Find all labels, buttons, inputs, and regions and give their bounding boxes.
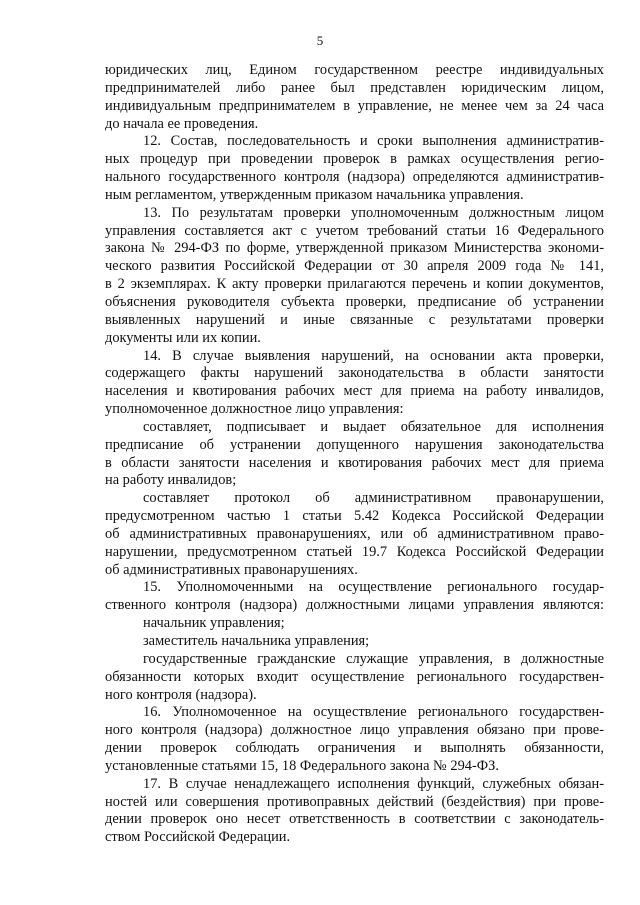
text-line: ностей или совершения противоправных действий (бездействия) при прове- [105,793,604,810]
text-line: 12. Состав, последовательность и сроки выполнения административ- [143,133,604,150]
text-line: ных процедур при проведении проверок в рамках осуществления регио- [105,151,604,168]
text-line: дении проверок оно несет ответственность в соответствии с законодатель- [105,811,604,828]
text-line: содержащего факты нарушений законодательства в области занятости [105,365,604,382]
text-line: населения и квотирования рабочих мест для приема на работу инвалидов, [105,383,604,400]
text-line: в 2 экземплярах. К акту проверки прилагаются перечень и копии документов, [105,276,604,293]
text-line: 17. В случае ненадлежащего исполнения функций, служебных обязан- [143,775,604,792]
text-line: документы или их копии. [105,329,261,346]
text-line: уполномоченное должностное лицо управления: [105,401,404,418]
text-line: предусмотренном частью 1 статьи 5.42 Кодекса Российской Федерации [105,508,604,525]
text-line: ного контроля (надзора). [105,686,257,703]
text-line: управления составляется акт с учетом требований статьи 16 Федерального [105,222,604,239]
text-line: установленные статьями 15, 18 Федерального закона № 294-ФЗ. [105,757,499,774]
text-line: на работу инвалидов; [105,472,237,489]
text-line: нарушении, предусмотренном статьей 19.7 Кодекса Российской Федерации [105,543,604,560]
text-line: об административных правонарушениях. [105,561,358,578]
text-line: ственного контроля (надзора) должностными лицами управления являются: [105,597,604,614]
text-line: дении проверок соблюдать ограничения и выполнять обязанности, [105,740,604,757]
text-line: до начала ее проведения. [105,115,259,132]
text-line: ством Российской Федерации. [105,829,291,846]
text-line: юридических лиц, Едином государственном реестре индивидуальных [105,62,604,78]
text-line: ного контроля (надзора) должностное лицо управления обязано при прове- [105,722,604,739]
text-line: государственные гражданские служащие управления, в должностные [143,650,604,667]
text-line: заместитель начальника управления; [143,633,370,649]
text-line: составляет протокол об административном правонарушении, [143,490,604,507]
text-line: 15. Уполномоченными на осуществление регионального государ- [143,579,604,596]
text-line: закона № 294-ФЗ по форме, утвержденной приказом Министерства экономи- [105,240,604,257]
text-line: индивидуальным предпринимателем в управление, не менее чем за 24 часа [105,97,604,114]
text-line: выявленных нарушений и иные связанные с результатами проверки [105,311,604,328]
text-line: объяснения руководителя субъекта проверки, предписание об устранении [105,293,604,310]
page-number: 5 [316,33,324,48]
text-line: ным регламентом, утвержденным приказом начальника управления. [105,186,524,203]
text-line: предписание об устранении допущенного нарушения законодательства [105,436,604,453]
text-line: 13. По результатам проверки уполномоченным должностным лицом [143,204,604,221]
text-line: ческого развития Российской Федерации от 30 апреля 2009 года № 141, [105,258,604,275]
text-line: предпринимателей либо ранее был представлен юридическим лицом, [105,79,604,96]
text-line: нального государственного контроля (надзора) определяются административ- [105,169,604,186]
text-line: в области занятости населения и квотирования рабочих мест для приема [105,454,604,471]
text-line: составляет, подписывает и выдает обязательное для исполнения [143,418,604,435]
text-line: начальник управления; [143,615,285,632]
text-line: обязанности которых входит осуществление регионального государствен- [105,668,604,685]
document-body [105,62,604,847]
text-line: 14. В случае выявления нарушений, на основании акта проверки, [143,347,604,364]
text-line: 16. Уполномоченное на осуществление регионального государствен- [143,704,604,721]
text-line: об административных правонарушениях, или об административном право- [105,525,604,542]
